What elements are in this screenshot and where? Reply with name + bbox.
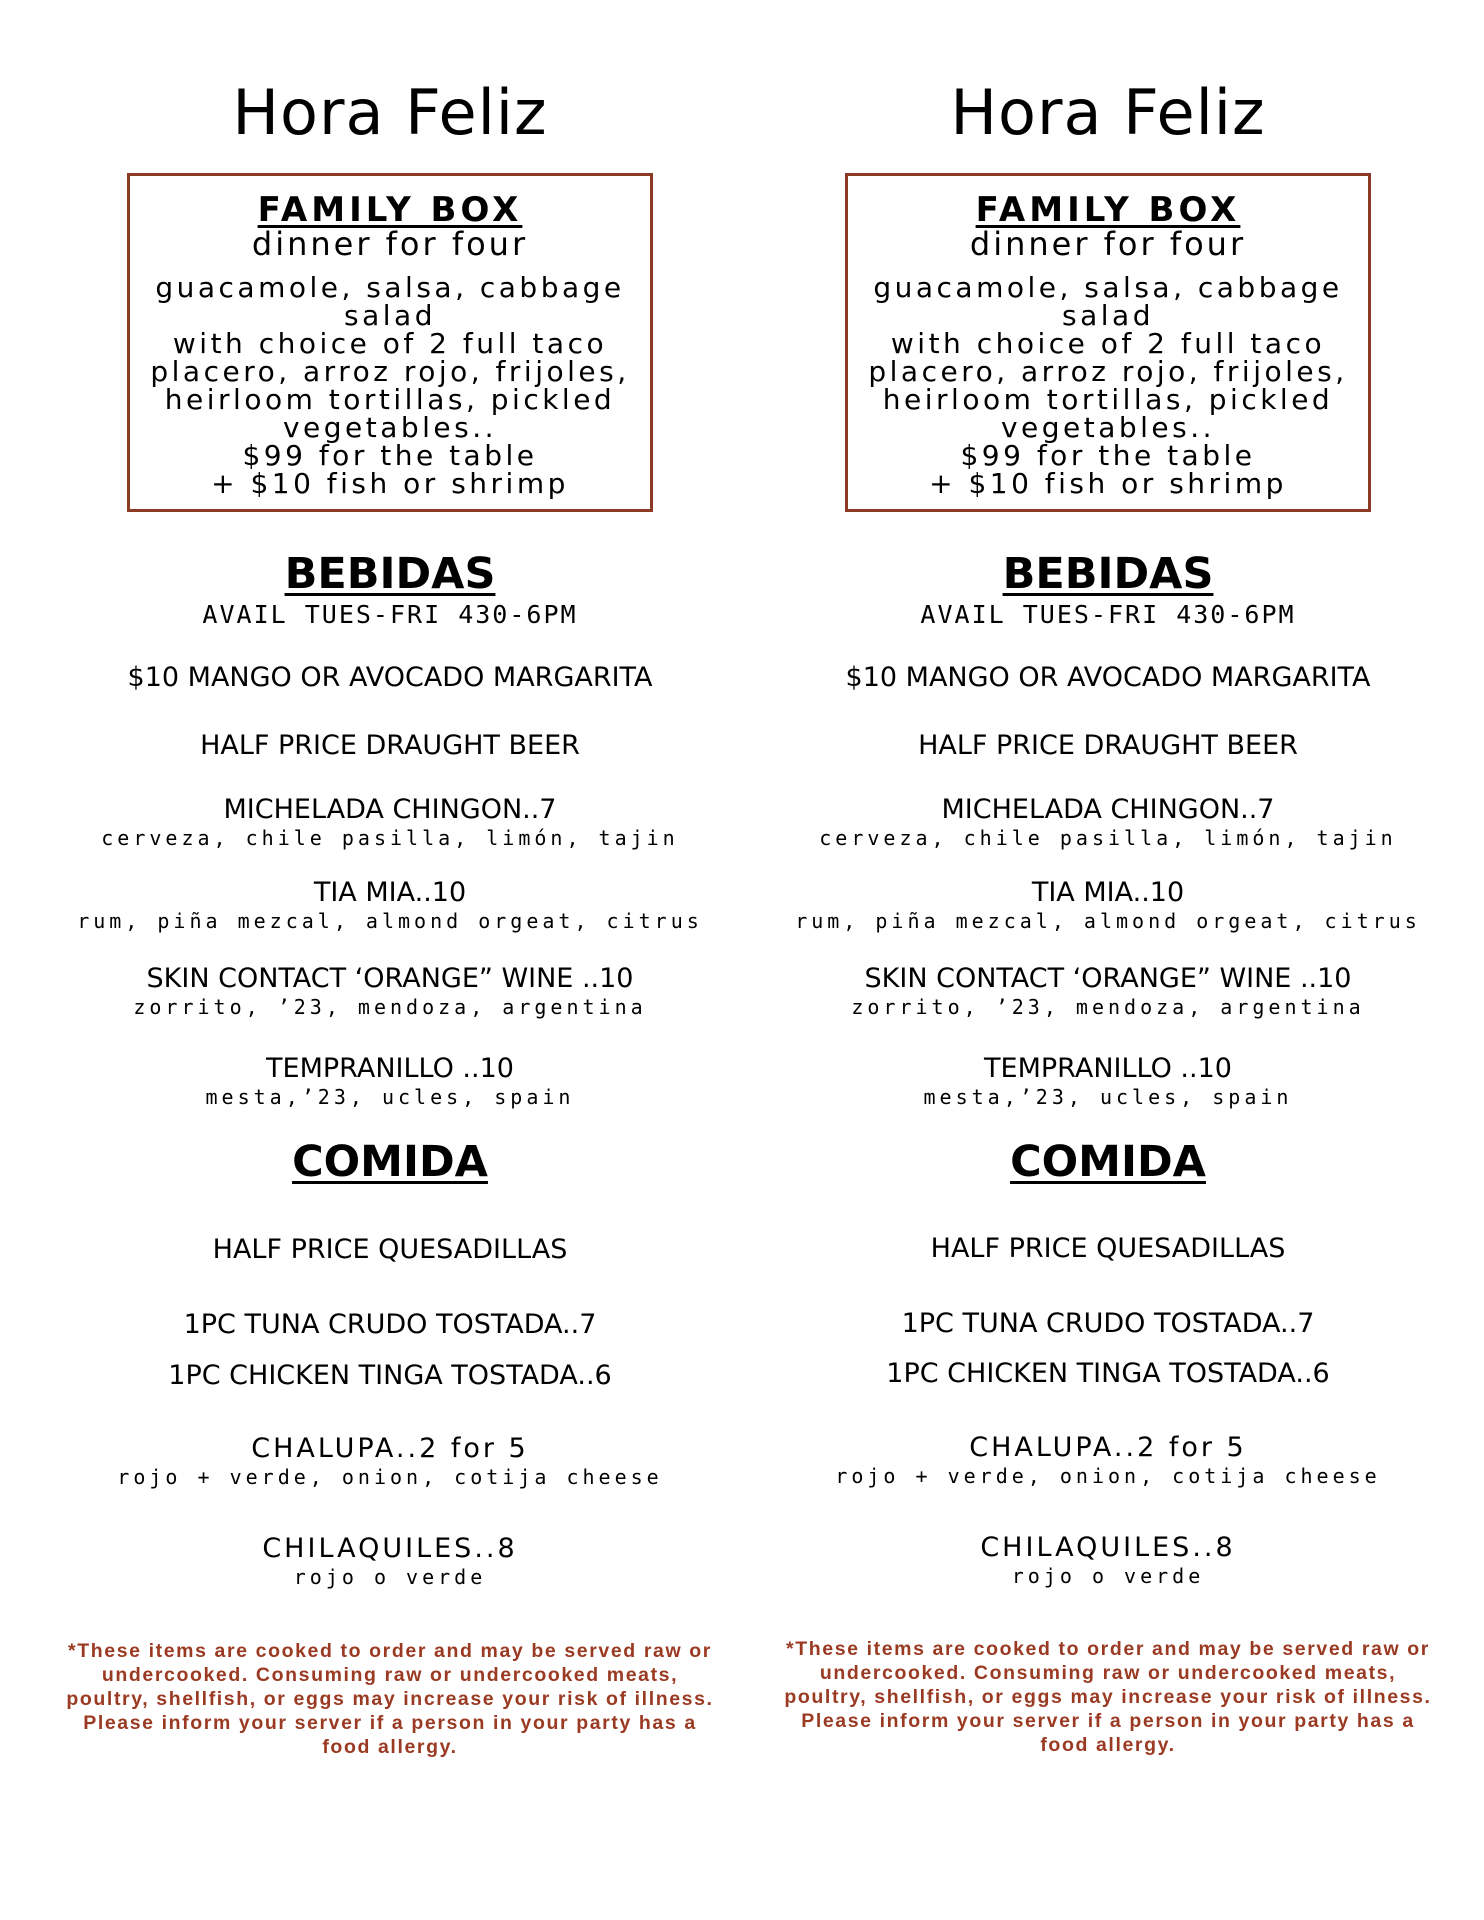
item-name: TEMPRANILLO ..10 bbox=[266, 1053, 514, 1084]
item-description: rojo + verde, onion, cotija cheese bbox=[835, 1464, 1381, 1488]
item-name: SKIN CONTACT ‘ORANGE” WINE ..10 bbox=[146, 963, 634, 994]
family-box-line: guacamole, salsa, cabbage bbox=[155, 271, 625, 304]
item-name: $10 MANGO OR AVOCADO MARGARITA bbox=[127, 662, 653, 693]
menu-item bbox=[783, 1358, 1433, 1390]
family-box-line: vegetables.. bbox=[282, 411, 498, 444]
menu-item bbox=[65, 1360, 715, 1392]
menu-item bbox=[65, 662, 715, 694]
item-description: zorrito, ’23, mendoza, argentina bbox=[133, 995, 647, 1019]
family-box-line: placero, arroz rojo, frijoles, bbox=[868, 355, 1348, 388]
item-name: TIA MIA..10 bbox=[313, 877, 467, 908]
availability-text: AVAIL TUES-FRI 430-6PM bbox=[202, 600, 578, 629]
menu-title: Hora Feliz bbox=[232, 76, 548, 149]
family-box-line: guacamole, salsa, cabbage bbox=[873, 271, 1343, 304]
item-description: rojo o verde bbox=[1011, 1564, 1205, 1588]
family-box-line: placero, arroz rojo, frijoles, bbox=[150, 355, 630, 388]
item-description: rojo + verde, onion, cotija cheese bbox=[117, 1465, 663, 1489]
item-name: MICHELADA CHINGON..7 bbox=[223, 794, 557, 825]
menu-item bbox=[783, 1233, 1433, 1265]
family-box-price: $99 for the table bbox=[242, 439, 538, 472]
item-description: cerveza, chile pasilla, limón, tajin bbox=[101, 826, 679, 850]
menu-item bbox=[65, 1234, 715, 1266]
item-name: SKIN CONTACT ‘ORANGE” WINE ..10 bbox=[864, 963, 1352, 994]
item-name: CHALUPA..2 for 5 bbox=[969, 1432, 1247, 1463]
menu-item bbox=[783, 1308, 1433, 1340]
family-box-subtitle: dinner for four bbox=[251, 225, 529, 263]
family-box-line: with choice of 2 full taco bbox=[890, 327, 1326, 360]
family-box-addon: + $10 fish or shrimp bbox=[929, 467, 1287, 500]
item-name: CHILAQUILES..8 bbox=[262, 1533, 518, 1564]
availability-text: AVAIL TUES-FRI 430-6PM bbox=[920, 600, 1296, 629]
allergy-disclaimer: *These items are cooked to order and may be served raw or undercooked. Consuming raw or undercooked meats, poultry, shellfish, or eggs may increase your risk of illness. Please inform your server if a person in your party has a food allergy. bbox=[784, 1638, 1432, 1756]
menu-item bbox=[783, 1432, 1433, 1488]
family-box-line: with choice of 2 full taco bbox=[172, 327, 608, 360]
menu-item bbox=[783, 662, 1433, 694]
item-description: rum, piña mezcal, almond orgeat, citrus bbox=[795, 909, 1421, 933]
family-box-subtitle: dinner for four bbox=[969, 225, 1247, 263]
menu-right bbox=[783, 0, 1433, 1920]
family-box-line: salad bbox=[1062, 299, 1154, 332]
menu-item bbox=[783, 963, 1433, 1019]
menu-item bbox=[783, 877, 1433, 933]
item-description: mesta,’23, ucles, spain bbox=[923, 1085, 1293, 1109]
menu-item bbox=[783, 730, 1433, 762]
family-box-line: salad bbox=[344, 299, 436, 332]
menu-item bbox=[65, 794, 715, 850]
item-name: 1PC TUNA CRUDO TOSTADA..7 bbox=[901, 1308, 1315, 1339]
bebidas-heading: BEBIDAS bbox=[1002, 549, 1214, 599]
menu-item bbox=[65, 1309, 715, 1341]
item-name: 1PC CHICKEN TINGA TOSTADA..6 bbox=[168, 1360, 612, 1391]
item-description: mesta,’23, ucles, spain bbox=[205, 1085, 575, 1109]
menu-item bbox=[65, 730, 715, 762]
item-description: rojo o verde bbox=[293, 1565, 487, 1589]
menu-item bbox=[65, 963, 715, 1019]
menu-item bbox=[65, 1053, 715, 1109]
menu-item bbox=[65, 1433, 715, 1489]
menu-item bbox=[783, 1532, 1433, 1588]
bebidas-heading: BEBIDAS bbox=[284, 549, 496, 599]
family-box bbox=[127, 173, 653, 512]
item-name: TIA MIA..10 bbox=[1031, 877, 1185, 908]
item-name: HALF PRICE QUESADILLAS bbox=[930, 1233, 1286, 1264]
menu-title: Hora Feliz bbox=[950, 76, 1266, 149]
family-box-line: heirloom tortillas, pickled bbox=[164, 383, 616, 416]
comida-heading: COMIDA bbox=[1010, 1137, 1206, 1187]
menu-item bbox=[783, 794, 1433, 850]
family-box-description bbox=[130, 271, 650, 500]
family-box-addon: + $10 fish or shrimp bbox=[211, 467, 569, 500]
item-name: CHALUPA..2 for 5 bbox=[251, 1433, 529, 1464]
item-name: TEMPRANILLO ..10 bbox=[984, 1053, 1232, 1084]
item-name: HALF PRICE DRAUGHT BEER bbox=[918, 730, 1298, 761]
item-description: zorrito, ’23, mendoza, argentina bbox=[851, 995, 1365, 1019]
family-box-description bbox=[848, 271, 1368, 500]
menu-item bbox=[783, 1053, 1433, 1109]
family-box-title: FAMILY BOX bbox=[257, 190, 523, 230]
item-name: HALF PRICE DRAUGHT BEER bbox=[200, 730, 580, 761]
family-box bbox=[845, 173, 1371, 512]
item-description: cerveza, chile pasilla, limón, tajin bbox=[819, 826, 1397, 850]
family-box-price: $99 for the table bbox=[960, 439, 1256, 472]
item-name: 1PC TUNA CRUDO TOSTADA..7 bbox=[183, 1309, 597, 1340]
item-name: HALF PRICE QUESADILLAS bbox=[212, 1234, 568, 1265]
family-box-title: FAMILY BOX bbox=[975, 190, 1241, 230]
comida-heading: COMIDA bbox=[292, 1137, 488, 1187]
menu-item bbox=[65, 1533, 715, 1589]
menu-item bbox=[65, 877, 715, 933]
family-box-line: vegetables.. bbox=[1000, 411, 1216, 444]
family-box-line: heirloom tortillas, pickled bbox=[882, 383, 1334, 416]
item-description: rum, piña mezcal, almond orgeat, citrus bbox=[77, 909, 703, 933]
item-name: MICHELADA CHINGON..7 bbox=[941, 794, 1275, 825]
item-name: CHILAQUILES..8 bbox=[980, 1532, 1236, 1563]
menu-left bbox=[65, 0, 715, 1920]
item-name: 1PC CHICKEN TINGA TOSTADA..6 bbox=[886, 1358, 1330, 1389]
item-name: $10 MANGO OR AVOCADO MARGARITA bbox=[845, 662, 1371, 693]
allergy-disclaimer: *These items are cooked to order and may be served raw or undercooked. Consuming raw or undercooked meats, poultry, shellfish, or eggs may increase your risk of illness. Please inform your server if a person in your party has a food allergy. bbox=[66, 1640, 714, 1758]
